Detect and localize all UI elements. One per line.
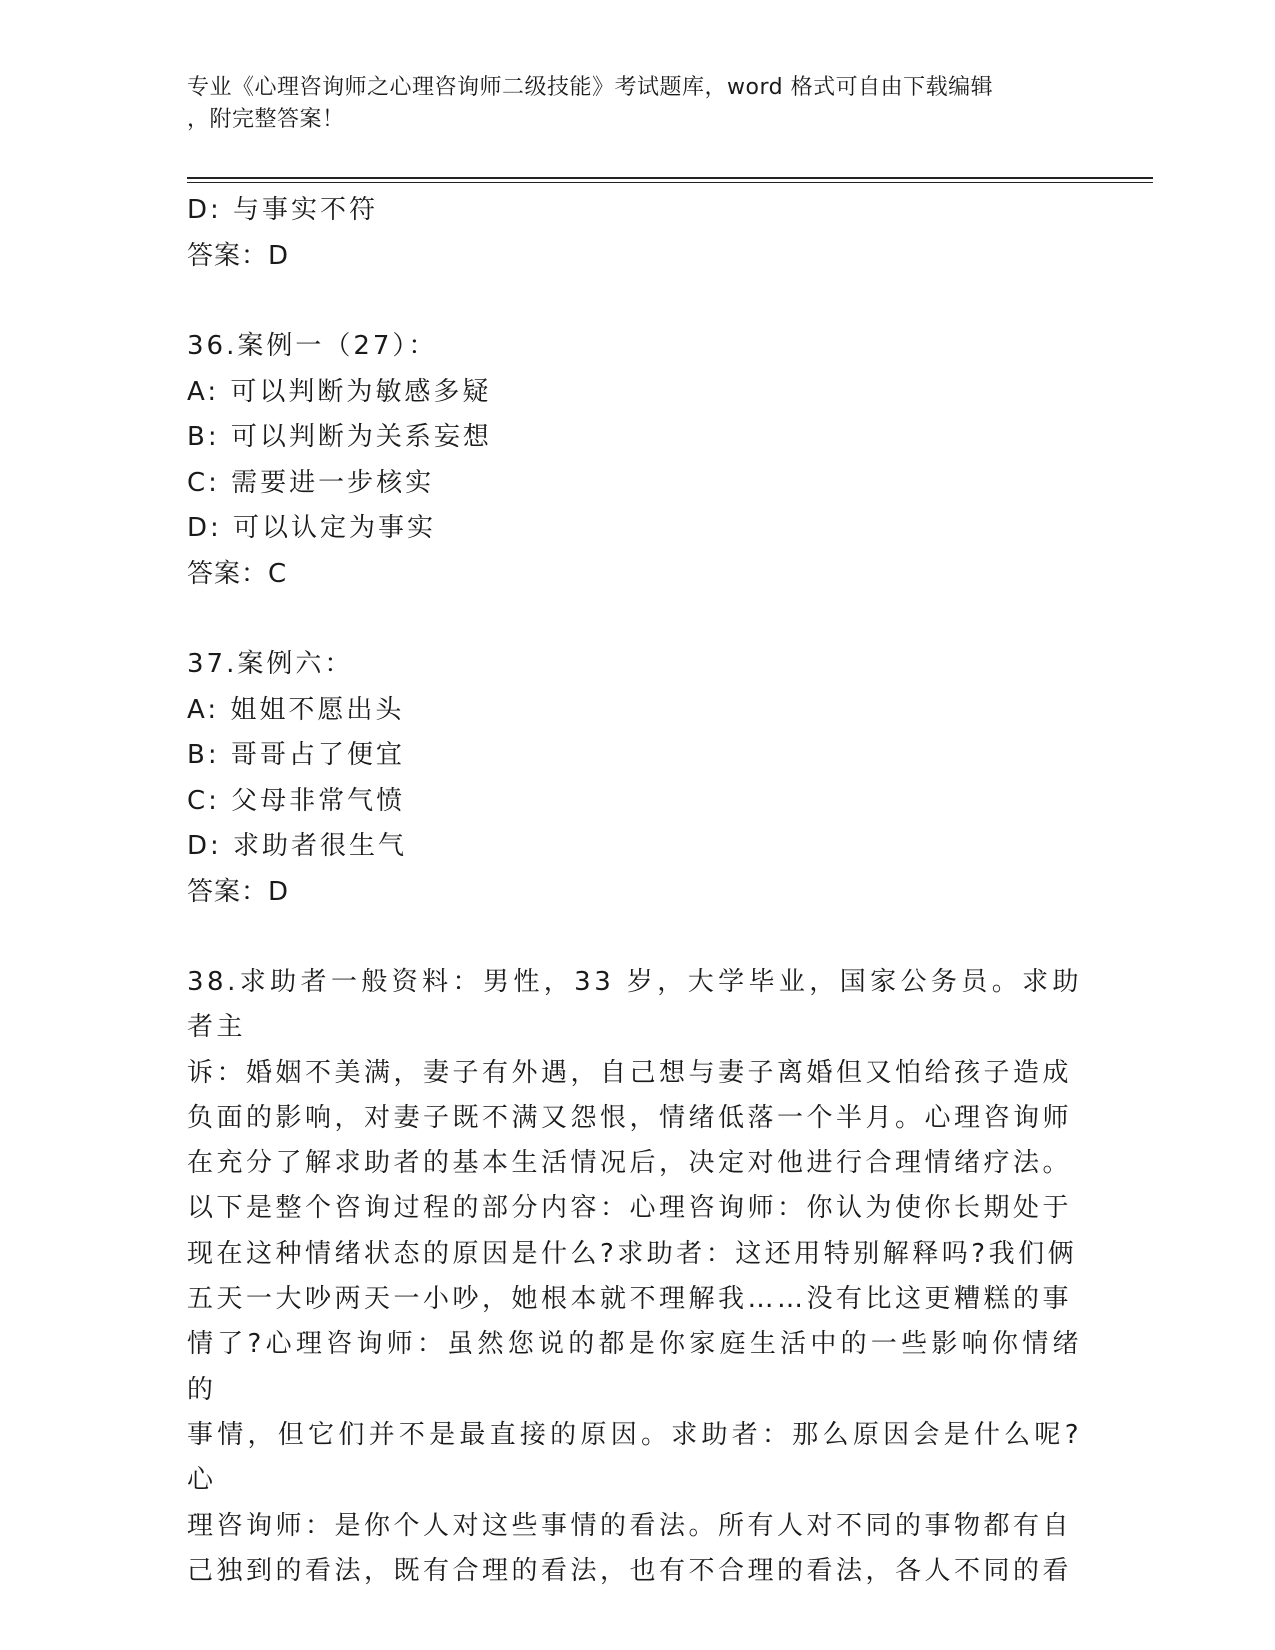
header-rule-thin xyxy=(187,182,1153,183)
q36-option-a: A: 可以判断为敏感多疑 xyxy=(187,376,492,407)
q36-option-d: D: 可以认定为事实 xyxy=(187,513,437,543)
question-36 xyxy=(187,324,1087,597)
q38-line: 事情，但它们并不是最直接的原因。求助者：那么原因会是什么呢?心 xyxy=(187,1419,1082,1496)
q36-option-b: B: 可以判断为关系妄想 xyxy=(187,422,492,452)
spacer xyxy=(187,597,1087,642)
header-rule-thick xyxy=(187,177,1153,179)
q37-option-a: A: 姐姐不愿出头 xyxy=(187,694,405,725)
q37-stem: 37.案例六： xyxy=(187,649,354,679)
q38-line: 现在这种情绪状态的原因是什么?求助者：这还用特别解释吗?我们俩 xyxy=(187,1238,1078,1269)
question-38 xyxy=(187,960,1082,1594)
q36-answer: 答案：C xyxy=(187,558,288,589)
header-line-1: 专业《心理咨询师之心理咨询师二级技能》考试题库，word 格式可自由下载编辑 xyxy=(187,75,994,100)
question-37 xyxy=(187,642,1087,915)
q38-line: 五天一大吵两天一小吵，她根本就不理解我……没有比这更糟糕的事 xyxy=(187,1284,1073,1315)
header-line-2: ，附完整答案！ xyxy=(187,107,345,132)
q38-line: 理咨询师：是你个人对这些事情的看法。所有人对不同的事物都有自 xyxy=(187,1510,1073,1541)
q36-stem: 36.案例一（27）： xyxy=(187,331,438,361)
prev-answer: 答案：D xyxy=(187,240,290,271)
q38-line: 情了?心理咨询师：虽然您说的都是你家庭生活中的一些影响你情绪的 xyxy=(187,1329,1082,1405)
q37-answer: 答案：D xyxy=(187,876,290,907)
prev-option-d: D: 与事实不符 xyxy=(187,195,379,225)
q38-line: 己独到的看法，既有合理的看法，也有不合理的看法，各人不同的看 xyxy=(187,1555,1073,1586)
spacer xyxy=(187,279,1087,324)
document-header xyxy=(187,72,1077,136)
q37-option-b: B: 哥哥占了便宜 xyxy=(187,740,405,770)
prev-question xyxy=(187,188,1087,279)
q38-line: 诉：婚姻不美满，妻子有外遇，自己想与妻子离婚但又怕给孩子造成 xyxy=(187,1057,1073,1088)
q36-option-c: C: 需要进一步核实 xyxy=(187,467,435,498)
spacer xyxy=(187,915,1087,960)
q38-line: 负面的影响，对妻子既不满又怨恨，情绪低落一个半月。心理咨询师 xyxy=(187,1102,1073,1133)
q37-option-d: D: 求助者很生气 xyxy=(187,831,408,861)
q38-line: 在充分了解求助者的基本生活情况后，决定对他进行合理情绪疗法。 xyxy=(187,1148,1073,1179)
document-body xyxy=(187,188,1087,1594)
q37-option-c: C: 父母非常气愤 xyxy=(187,785,406,816)
q38-line: 以下是整个咨询过程的部分内容：心理咨询师：你认为使你长期处于 xyxy=(187,1193,1073,1224)
q38-line: 38.求助者一般资料：男性，33 岁，大学毕业，国家公务员。求助者主 xyxy=(187,967,1082,1043)
